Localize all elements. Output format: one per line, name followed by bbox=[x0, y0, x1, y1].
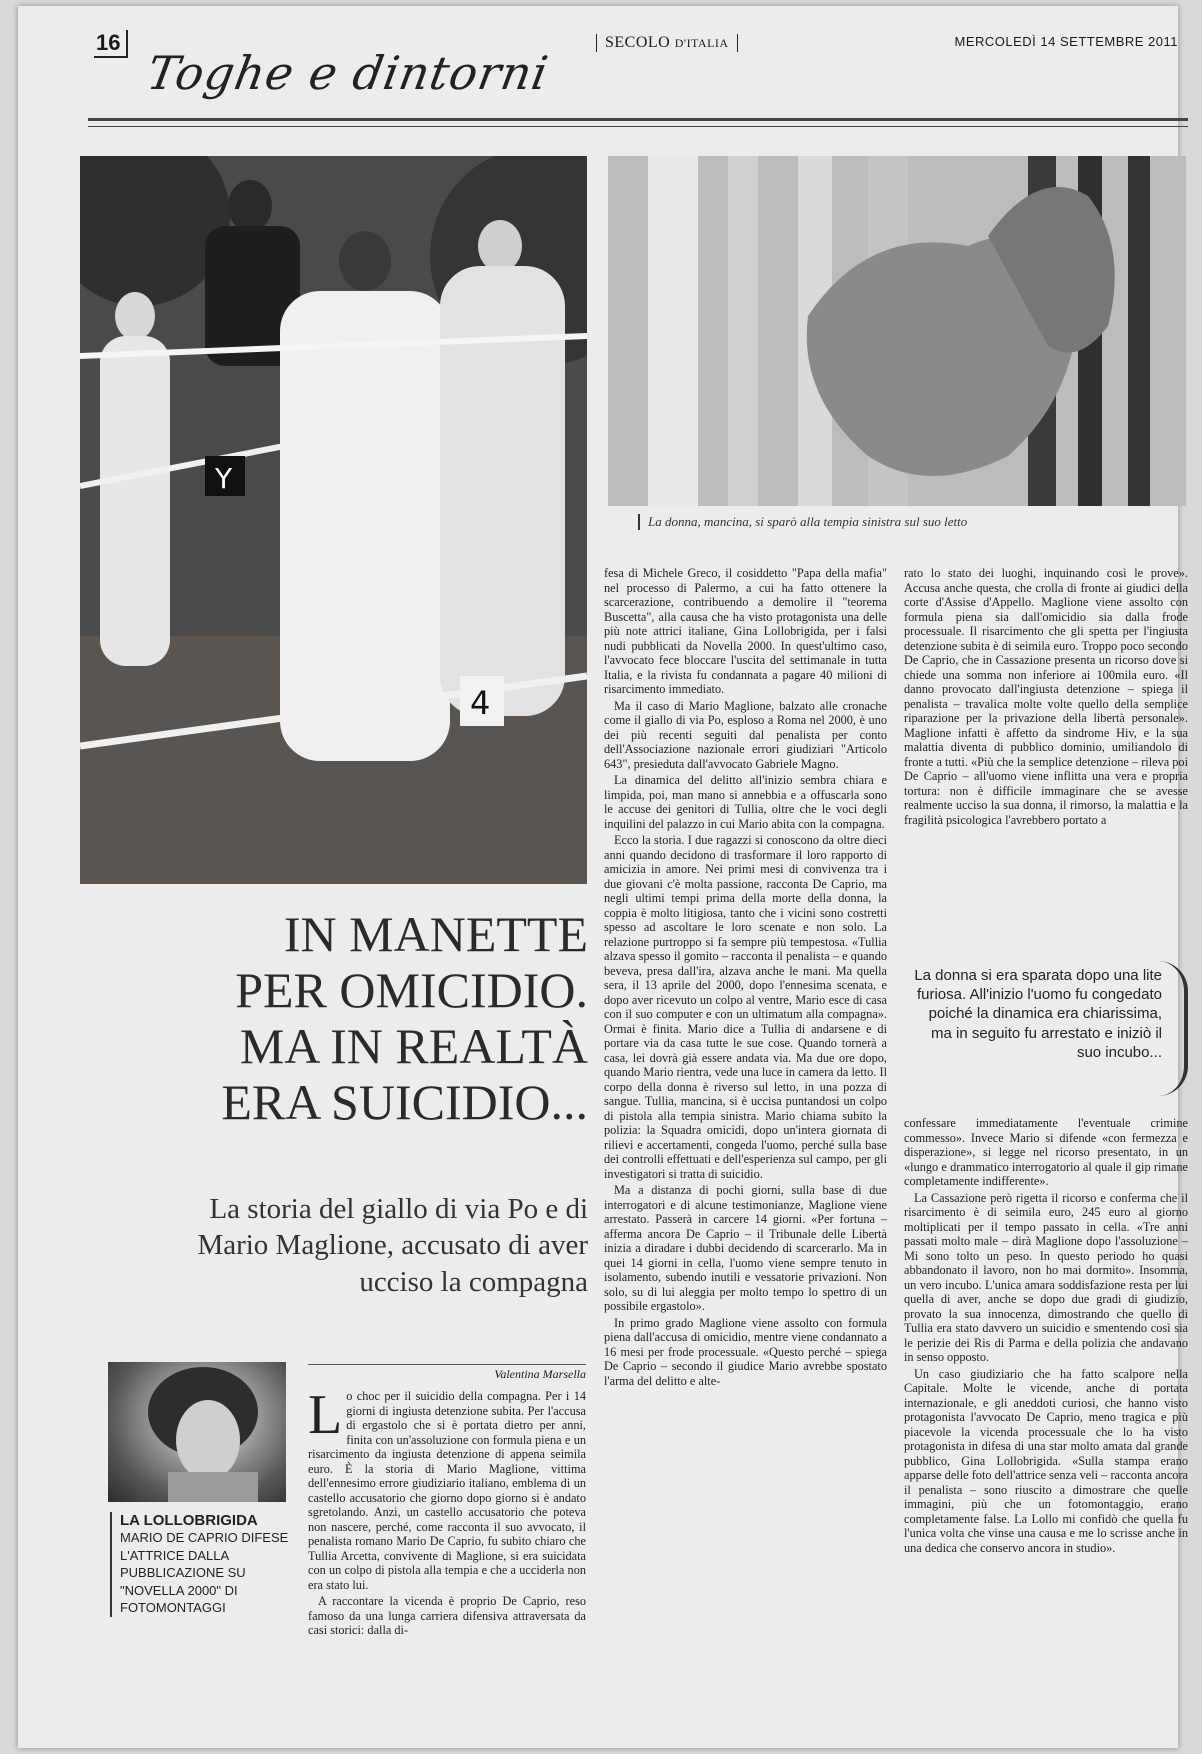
header-rule bbox=[88, 118, 1188, 121]
paragraph: fesa di Michele Greco, il cosiddetto "Papa della mafia" nel processo di Palermo, a cui ha fatto ottenere la scarcerazione, contribuendo a demolire il "teorema Buscetta", alla causa che ha visto protagonista una delle più note attrici italiane, Gina Lollobrigida, per i falsi nudi pubblicati da Novella 2000. In quest'ultimo caso, l'avvocato fece bloccare l'uscita del settimanale in tutta Italia, e la rivista fu condannata a pagare 40 milioni di risarcimento immediato. bbox=[604, 566, 887, 696]
issue-date: MERCOLEDÌ 14 SETTEMBRE 2011 bbox=[954, 34, 1178, 49]
paragraph: Un caso giudiziario che ha fatto scalpore nella Capitale. Molte le vicende, anche di portata internazionale, e gli aneddoti curiosi, che hanno visto protagonista l'avvocato De Caprio, meno tragica e più piacevole la vicenda processuale che lo ha visto protagonista in difesa di una star molto amata dal grande pubblico, Gina Lollobrigida. «Sulla stampa erano apparse delle foto dell'attrice senza veli – racconta ancora il penalista – sono riuscito a dimostrare che quelle immagini, più che un fotomontaggio, erano completamente false. La Lollo mi confidò che quella fu l'unica volta che vinse una causa e me lo scrisse anche in una dedica che conservo ancora in studio». bbox=[904, 1366, 1188, 1555]
inset-caption bbox=[110, 1512, 296, 1617]
svg-text:4: 4 bbox=[470, 684, 491, 722]
section-title: Toghe e dintorni bbox=[143, 46, 553, 100]
paragraph: confessare immediatamente l'eventuale crimine commesso». Invece Mario si difende «con fermezza e disperazione», si legge nel ricorso presentato, in un «lungo e drammatico interrogatorio al quale il gip rimane completamente indifferente». bbox=[904, 1116, 1188, 1188]
headline-line: MA IN REALTÀ bbox=[239, 1018, 588, 1074]
newspaper-suffix: D'ITALIA bbox=[674, 36, 729, 50]
page-number: 16 bbox=[94, 30, 128, 58]
lollobrigida-portrait-photo bbox=[108, 1362, 286, 1502]
headline-line: PER OMICIDIO. bbox=[235, 962, 588, 1018]
svg-text:Y: Y bbox=[215, 462, 233, 495]
paragraph: rato lo stato dei luoghi, inquinando così le prove». Accusa anche questa, che crolla di fronte ai giudici della corte d'Assise d'Appello. Maglione viene assolto con formula piena sia dall'omicidio sia dalla frode processuale. Il risarcimento che gli spetta per l'ingiusta detenzione subita è di seimila euro. Troppo poco secondo De Caprio, che in Cassazione presenta un ricorso dove si chiede una somma non inferiore ai 100mila euro. «Il danno provocato dall'ingiusta detenzione – spiega il penalista – travalica molte volte quello della semplice riparazione per la privazione della libertà personale». Maglione infatti è affetto da sindrome Hiv, e la sua malattia diventa di pubblico dominio, umiliandolo di fronte a tutti. «Più che la semplice detenzione – rileva poi De Caprio – all'uomo viene inflitta una vera e propria tortura: non è difficile immaginare che se avesse realmente ucciso la sua donna, il rimorso, la malattia e la fragilità psicologica l'avrebbero portato a bbox=[904, 566, 1188, 827]
pull-quote-bracket bbox=[1158, 961, 1188, 1096]
article-subheadline: La storia del giallo di via Po e di Mario Maglione, accusato di aver ucciso la compagna bbox=[197, 1193, 588, 1298]
paragraph: Ecco la storia. I due ragazzi si conoscono da oltre dieci anni quando decidono di trasformare il loro rapporto di amicizia in amore. Nei primi mesi di convivenza tra i due giovani c'è molta passione, racconta De Caprio, ma negli ultimi tempi prima della morte della donna, la coppia è molto litigiosa, tanto che i vicini sono costretti spesso ad ascoltare le loro scenate e non solo. La relazione purtroppo si fa sempre più tempestosa. «Tullia alzava spesso il gomito – racconta il penalista – e quando beveva, presa dall'ira, alzava anche le mani. Ma quella sera, il 13 aprile del 2000, dopo l'ennesima scenata, e dopo aver ricevuto un colpo al ventre, Mario esce di casa con il suo computer e con un ultimatum alla compagna». Ormai è finita. Mario dice a Tullia di andarsene e di portare via da casa tutte le sue cose. Quando tornerà a casa, lei dovrà già essere andata via. Ma due ore dopo, quando Mario rientra, vede una luce in camera da letto. Il corpo della donna è riverso sul letto, in una pozza di sangue. Tullia, mancina, si è uccisa puntandosi un colpo di pistola alla tempia sinistra. Mario chiama subito la polizia: la Squadra omicidi, dopo un'intera giornata di rilievi e accertamenti, congeda l'uomo, perché sulla base dei controlli effettuati e dell'esperienza sul campo, per gli investigatori si tratta di suicidio. bbox=[604, 833, 887, 1181]
pull-quote: La donna si era sparata dopo una lite furiosa. All'inizio l'uomo fu congedato poiché la dinamica era chiarissima, ma in seguito fu arrestato e iniziò il suo incubo... bbox=[914, 967, 1162, 1061]
forensic-scene-illustration bbox=[80, 156, 587, 884]
portrait-illustration bbox=[108, 1362, 286, 1502]
paragraph: La dinamica del delitto all'inizio sembra chiara e limpida, poi, man mano si annebbia e a offuscarla sono le accuse dei genitori di Tullia, oltre che le voci degli inquilini del palazzo in cui Mario abita con la compagna. bbox=[604, 773, 887, 831]
newspaper-name: SECOLO D'ITALIA bbox=[596, 34, 738, 52]
newspaper-page bbox=[18, 6, 1188, 1748]
article-column-2 bbox=[604, 566, 887, 1390]
inset-title: LA LOLLOBRIGIDA bbox=[120, 1512, 258, 1529]
byline: Valentina Marsella bbox=[308, 1364, 586, 1382]
article-column-1 bbox=[308, 1384, 586, 1640]
paragraph: Ma il caso di Mario Maglione, balzato alle cronache come il giallo di via Po, esploso a Roma nel 2000, è uno dei più recenti seguiti dal penalista per conto dell'Associazione nazionale errori giudiziari "Articolo 643", presieduta dall'avvocato Gabriele Magno. bbox=[604, 698, 887, 771]
paragraph: A raccontare la vicenda è proprio De Caprio, reso famoso da una lunga carriera difensiva attraversata da casi storici: dalla di- bbox=[308, 1594, 586, 1637]
headline-line: ERA SUICIDIO... bbox=[221, 1074, 588, 1130]
header-rule-thin bbox=[88, 126, 1188, 127]
forensic-scene-photo bbox=[80, 156, 587, 884]
photo-caption: La donna, mancina, si sparò alla tempia sinistra sul suo letto bbox=[638, 514, 1188, 530]
paragraph: o choc per il suicidio della compagna. Per i 14 giorni di ingiusta detenzione subita. Per l'accusa di ergastolo che si è portata dietro per anni, finita con un'assoluzione con formula piena e un risarcimento da ingiusta detenzione di appena seimila euro. È la storia di Mario Maglione, vittima dell'ennesimo errore giudiziario italiano, emblema di un castello accusatorio che giorno dopo giorno si è andato sgretolando. Anzi, un castello accusatorio che poteva non nascere, perché, come racconta il suo avvocato, il penalista romano Mario De Caprio, fu subito chiaro che Tullia Arcetta, convivente di Maglione, si era suicidata con un colpo di pistola alla tempia e che a ucciderla non era stato lui. bbox=[308, 1389, 586, 1592]
paragraph: In primo grado Maglione viene assolto con formula piena dall'accusa di omicidio, mentre viene condannato a 16 mesi per frode processuale. «Questo perché – spiega De Caprio – secondo il giudice Mario avrebbe spostato l'arma del delitto e alte- bbox=[604, 1315, 887, 1388]
hands-bars-illustration bbox=[608, 156, 1186, 506]
inset-text: MARIO DE CAPRIO DIFESE L'ATTRICE DALLA PUBBLICAZIONE SU "NOVELLA 2000" DI FOTOMONTAGGI bbox=[120, 1530, 289, 1616]
prison-bars-photo bbox=[608, 156, 1186, 506]
paragraph: La Cassazione però rigetta il ricorso e conferma che il risarcimento è di seimila euro, 245 euro al giorno moltiplicati per il tempo passato in cella. «Tre anni passati molto male – dirà Maglione dopo l'assoluzione – Mi sono tolto un peso. In questo periodo ho quasi abbandonato il lavoro, non ho mai dormito». Insomma, un vero incubo. L'unica amara soddisfazione resta per lui quella di aver, anche se dopo due gradi di giudizio, provato la sua innocenza, dimostrando che quello di Tullia era stato davvero un suicidio e smentendo così sia le perizie dei Ris di Parma e della polizia che andavano in senso opposto. bbox=[904, 1190, 1188, 1364]
headline-line: IN MANETTE bbox=[283, 906, 588, 962]
article-headline bbox=[168, 906, 588, 1130]
drop-cap: L bbox=[308, 1384, 343, 1446]
paragraph: Ma a distanza di pochi giorni, sulla base di due interrogatori e di alcune testimonianze, Maglione viene arrestato. Passerà in carcere 14 giorni. «Per fortuna – afferma ancora De Caprio – il Tribunale delle Libertà inizia a diradare i dubbi decidendo di scarcerarlo. Ma in quei 14 giorni in cella, l'uomo viene sempre tenuto in isolamento, subendo inutili e vessatorie privazioni. Non solo, su di lui aleggia per molto tempo lo spettro di un possibile ergastolo». bbox=[604, 1183, 887, 1313]
article-column-3 bbox=[904, 566, 1188, 829]
article-column-3-continued bbox=[904, 1116, 1188, 1557]
